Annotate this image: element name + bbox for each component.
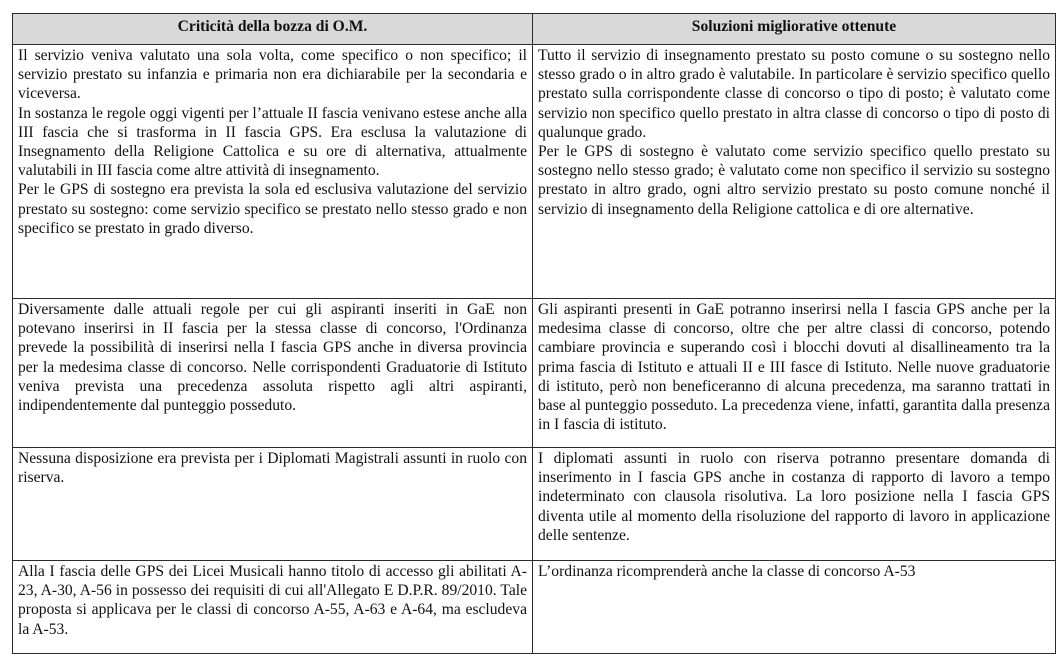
paragraph: Tutto il servizio di insegnamento prestato su posto comune o su sostegno nello stesso grado o in altro grado è valutabile. In particolare è servizio specifico quello prestato sulla corrispondente classe di concorso o tipo di posto; è valutato come servizio non specifico quello prestato in altra classe di concorso o tipo di posto di qualunque grado. <box>538 47 1050 141</box>
paragraph: Il servizio veniva valutato una sola volta, come specifico o non specifico; il servizio prestato su infanzia e primaria non era dichiarabile per la secondaria e viceversa. <box>18 47 527 103</box>
header-soluzioni: Soluzioni migliorative ottenute <box>533 14 1056 45</box>
header-criticita: Criticità della bozza di O.M. <box>13 14 533 45</box>
paragraph: I diplomati assunti in ruolo con riserva potranno presentare domanda di inserimento in I fascia GPS anche in costanza di rapporto di lavoro a tempo indeterminato con clausola risolutiva. La loro posizione nella I fascia GPS diventa utile al momento della risoluzione del rapporto di lavoro in applicazione delle sentenze. <box>538 450 1050 544</box>
cell-criticita <box>13 561 533 654</box>
paragraph: Diversamente dalle attuali regole per cui gli aspiranti inseriti in GaE non potevano inserirsi in II fascia per la stessa classe di concorso, l'Ordinanza prevede la possibilità di inserirsi nella I fascia GPS anche in diversa provincia per la medesima classe di concorso. Nelle corrispondenti Graduatorie di Istituto veniva prevista una precedenza assoluta rispetto agli altri aspiranti, indipendentemente dal punteggio posseduto. <box>18 301 527 415</box>
paragraph: Gli aspiranti presenti in GaE potranno inserirsi nella I fascia GPS anche per la medesima classe di concorso, oltre che per altre classi di concorso, potendo cambiare provincia e superando così i blocchi dovuti al disallineamento tra la prima fascia di Istituto e attuali II e III fasce di Istituto. Nelle nuove graduatorie di istituto, però non beneficeranno di alcuna precedenza, ma saranno trattati in base al punteggio posseduto. La precedenza viene, infatti, garantita dalla presenza in I fascia di istituto. <box>538 301 1050 434</box>
paragraph: Per le GPS di sostegno era prevista la sola ed esclusiva valutazione del servizio prestato su sostegno: come servizio specifico se prestato nello stesso grado e non specifico se prestato in grado diverso. <box>18 181 527 237</box>
cell-soluzioni <box>533 299 1056 448</box>
header-row <box>13 14 1056 45</box>
cell-criticita <box>13 299 533 448</box>
cell-criticita <box>13 448 533 561</box>
table-row <box>13 448 1056 561</box>
paragraph: Alla I fascia delle GPS dei Licei Musicali hanno titolo di accesso gli abilitati A-23, A-30, A-56 in possesso dei requisiti di cui all'Allegato E D.P.R. 89/2010. Tale proposta si applicava per le classi di concorso A-55, A-63 e A-64, ma escludeva la A-53. <box>18 563 527 638</box>
paragraph: Nessuna disposizione era prevista per i Diplomati Magistrali assunti in ruolo con riserva. <box>18 450 527 487</box>
table-row <box>13 45 1056 299</box>
table-row <box>13 561 1056 654</box>
paragraph: Per le GPS di sostegno è valutato come servizio specifico quello prestato su sostegno nello stesso grado; è valutato come non specifico il servizio su sostegno prestato in altro grado, ogni altro servizio prestato su posto comune nonché il servizio di insegnamento della Religione cattolica e di ore alternative. <box>538 143 1050 218</box>
cell-soluzioni <box>533 448 1056 561</box>
table-row <box>13 299 1056 448</box>
cell-soluzioni <box>533 561 1056 654</box>
paragraph: In sostanza le regole oggi vigenti per l’attuale II fascia venivano estese anche alla III fascia che si trasforma in II fascia GPS. Era esclusa la valutazione di Insegnamento della Religione Cattolica e su ore di alternativa, attualmente valutabili in III fascia come altre attività di insegnamento. <box>18 104 527 180</box>
cell-soluzioni <box>533 45 1056 299</box>
cell-criticita <box>13 45 533 299</box>
paragraph: L’ordinanza ricomprenderà anche la classe di concorso A-53 <box>538 563 916 580</box>
comparison-table <box>12 13 1056 654</box>
